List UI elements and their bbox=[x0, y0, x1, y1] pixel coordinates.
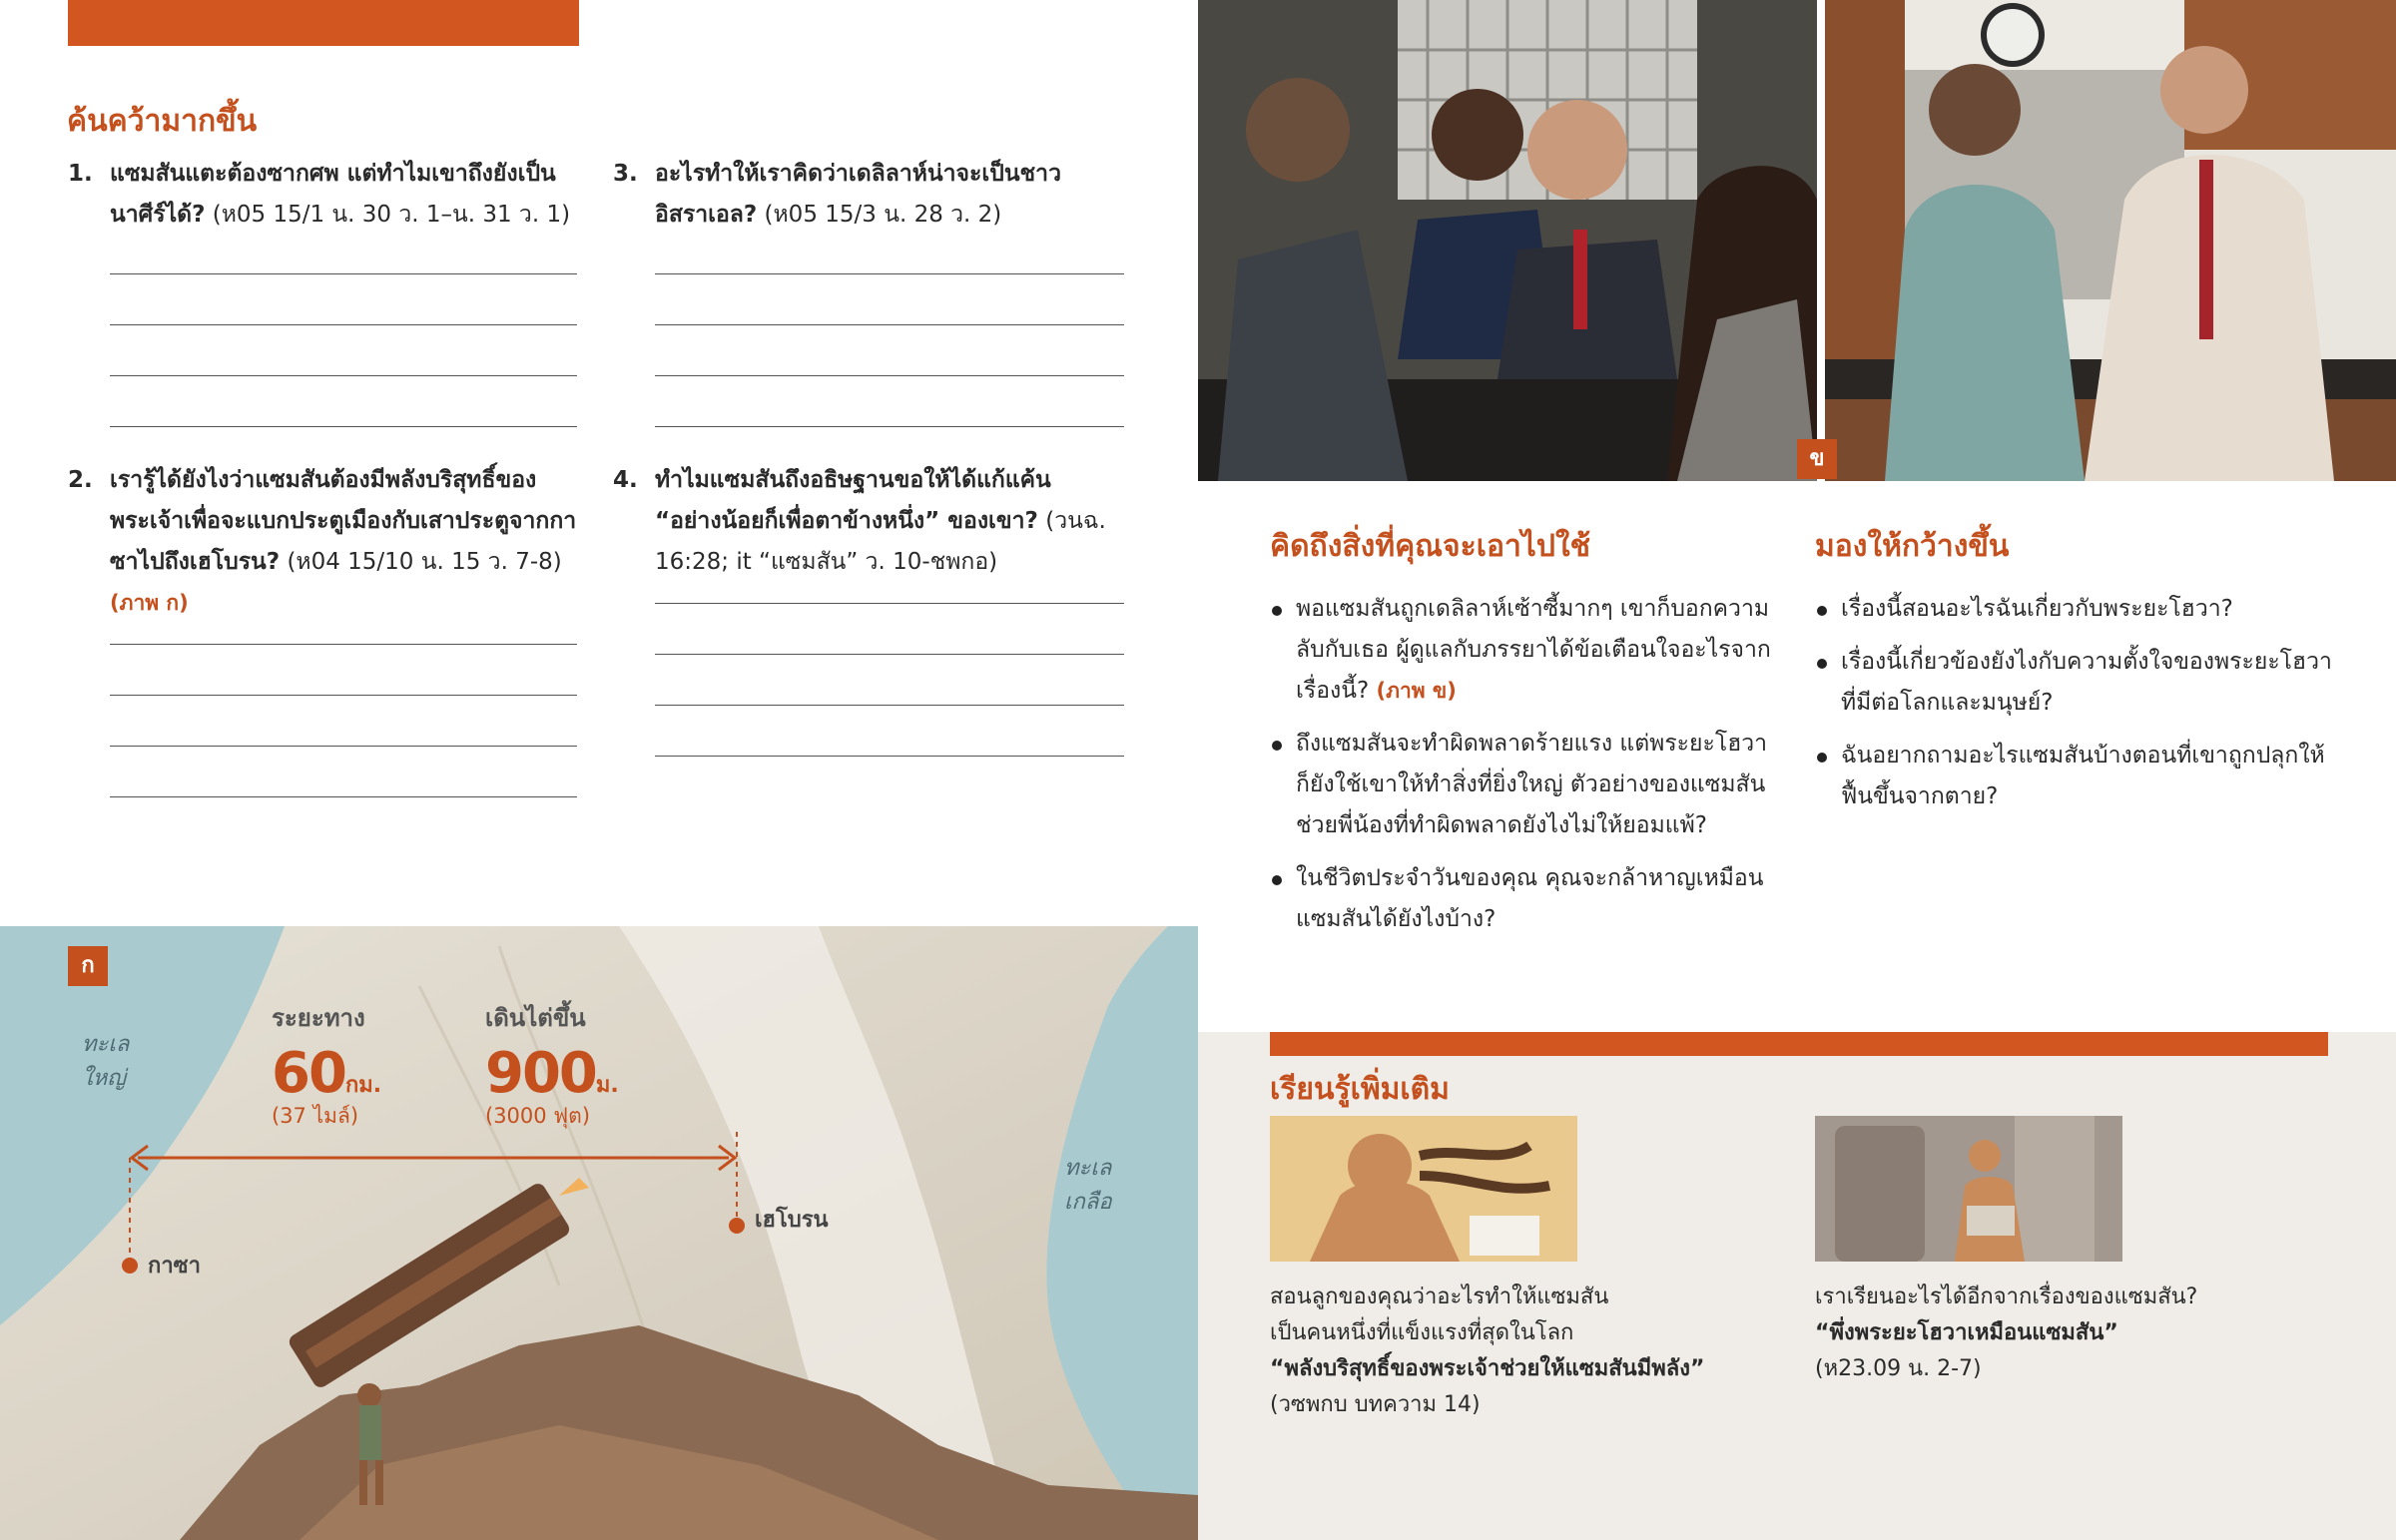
answer-line bbox=[110, 375, 577, 376]
label-salt-sea bbox=[1064, 1152, 1112, 1220]
learn-more-line: เราเรียนอะไรได้อีกจากเรื่องของแซมสัน? bbox=[1815, 1284, 2198, 1309]
photo-kitchen-couple bbox=[1825, 0, 2396, 481]
answer-line bbox=[110, 796, 577, 797]
list-item: เรื่องนี้สอนอะไรฉันเกี่ยวกับพระยะโฮวา? bbox=[1815, 589, 2334, 630]
list-item: ถึงแซมสันจะทำผิดพลาดร้ายแรง แต่พระยะโฮวาก็ยังใช้เขาให้ทำสิ่งที่ยิ่งใหญ่ ตัวอย่างของแซมสันช่วยพี่น้องที่ทำผิดพลาดยังไงไม่ให้ยอมแพ้? bbox=[1270, 724, 1779, 846]
learn-more-link-title[interactable]: “พลังบริสุทธิ์ของพระเจ้าช่วยให้แซมสันมีพลัง” bbox=[1270, 1356, 1705, 1381]
city-gaza: กาซา bbox=[148, 1254, 201, 1279]
section-title-bigger-picture: มองให้กว้างขึ้น bbox=[1815, 529, 2010, 564]
learn-more-item-left bbox=[1270, 1280, 1789, 1423]
answer-line bbox=[655, 426, 1124, 427]
question-text: อะไรทำให้เราคิดว่าเดลิลาห์น่าจะเป็นชาวอิสราเอล? bbox=[655, 161, 1061, 228]
answer-line bbox=[110, 273, 577, 274]
photo-elders-meeting bbox=[1198, 0, 1817, 481]
answer-line bbox=[655, 375, 1124, 376]
apply-item-text: พอแซมสันถูกเดลิลาห์เซ้าซี้มากๆ เขาก็บอกความลับกับเธอ ผู้ดูแลกับภรรยาได้ข้อเตือนใจอะไรจากเรื่องนี้? bbox=[1296, 596, 1771, 704]
learn-more-item-right bbox=[1815, 1280, 2334, 1387]
question-number: 1. bbox=[68, 161, 93, 187]
learn-more-link-title[interactable]: “พึ่งพระยะโฮวาเหมือนแซมสัน” bbox=[1815, 1320, 2118, 1345]
climb-value: 900 bbox=[485, 1041, 596, 1106]
question-reference: (ห04 15/10 น. 15 ว. 7-8) bbox=[287, 549, 562, 575]
question-1 bbox=[68, 154, 577, 427]
answer-line bbox=[655, 756, 1124, 757]
question-2 bbox=[68, 460, 577, 797]
distance-value: 60 bbox=[272, 1041, 345, 1106]
climb-info bbox=[485, 998, 619, 1133]
list-item: ฉันอยากถามอะไรแซมสันบ้างตอนที่เขาถูกปลุกให้ฟื้นขึ้นจากตาย? bbox=[1815, 736, 2334, 817]
section-title-apply: คิดถึงสิ่งที่คุณจะเอาไปใช้ bbox=[1270, 529, 1590, 564]
label-great-sea bbox=[82, 1028, 129, 1096]
question-text: ทำไมแซมสันถึงอธิษฐานขอให้ได้แก้แค้น “อย่างน้อยก็เพื่อตาข้างหนึ่ง” ของเขา? bbox=[655, 467, 1051, 534]
answer-line bbox=[110, 746, 577, 747]
sea-label-line: ใหญ่ bbox=[82, 1066, 126, 1091]
question-4 bbox=[613, 460, 1124, 757]
list-item: ในชีวิตประจำวันของคุณ คุณจะกล้าหาญเหมือนแซมสันได้ยังไงบ้าง? bbox=[1270, 858, 1779, 940]
answer-line bbox=[110, 426, 577, 427]
climb-alt: (3000 ฟุต) bbox=[485, 1104, 591, 1128]
climb-label: เดินไต่ขึ้น bbox=[485, 1004, 586, 1032]
sea-label-line: ทะเล bbox=[82, 1032, 130, 1057]
learn-more-line: สอนลูกของคุณว่าอะไรทำให้แซมสัน bbox=[1270, 1284, 1609, 1309]
section-title-research: ค้นคว้ามากขึ้น bbox=[67, 104, 258, 139]
answer-line bbox=[110, 695, 577, 696]
answer-line bbox=[110, 644, 577, 645]
list-item: เรื่องนี้เกี่ยวข้องยังไงกับความตั้งใจของพระยะโฮวาที่มีต่อโลกและมนุษย์? bbox=[1815, 642, 2334, 724]
answer-line bbox=[655, 603, 1124, 604]
question-number: 4. bbox=[613, 467, 638, 493]
distance-label: ระยะทาง bbox=[272, 1004, 365, 1032]
climb-unit: ม. bbox=[595, 1073, 619, 1098]
city-hebron: เฮโบรน bbox=[755, 1208, 829, 1233]
learn-more-reference: (วซพกบ บทความ 14) bbox=[1270, 1392, 1481, 1417]
learn-more-thumbnail-right[interactable] bbox=[1815, 1116, 2122, 1262]
distance-unit: กม. bbox=[344, 1073, 382, 1098]
sea-label-line: เกลือ bbox=[1064, 1190, 1112, 1215]
apply-list bbox=[1270, 589, 1779, 952]
question-3 bbox=[613, 154, 1124, 427]
question-reference: (ห05 15/1 น. 30 ว. 1–น. 31 ว. 1) bbox=[212, 202, 571, 228]
distance-alt: (37 ไมล์) bbox=[272, 1104, 359, 1128]
distance-info bbox=[272, 998, 381, 1133]
learn-more-thumbnail-left[interactable] bbox=[1270, 1116, 1577, 1262]
question-reference: (ห05 15/3 น. 28 ว. 2) bbox=[764, 202, 1002, 228]
sea-label-line: ทะเล bbox=[1064, 1156, 1112, 1181]
answer-line bbox=[110, 324, 577, 325]
section-title-learn-more: เรียนรู้เพิ่มเติม bbox=[1270, 1072, 1450, 1107]
question-number: 2. bbox=[68, 467, 93, 493]
question-text: เรารู้ได้ยังไงว่าแซมสันต้องมีพลังบริสุทธิ์ของพระเจ้าเพื่อจะแบกประตูเมืองกับเสาประตูจากกาซาไปถึงเฮโบรน? bbox=[110, 467, 577, 575]
question-number: 3. bbox=[613, 161, 638, 187]
answer-line bbox=[655, 324, 1124, 325]
photo-tag-a: ก bbox=[68, 946, 108, 986]
learn-more-bar bbox=[1270, 1032, 2328, 1056]
bigger-list bbox=[1815, 589, 2334, 829]
question-reference: (วนฉ. 16:28; it “แซมสัน” ว. 10-ชพกอ) bbox=[655, 508, 1106, 575]
photo-reference: (ภาพ ข) bbox=[1376, 679, 1457, 703]
photo-reference: (ภาพ ก) bbox=[110, 591, 189, 615]
answer-line bbox=[655, 705, 1124, 706]
decorative-banner bbox=[68, 0, 579, 46]
question-text: แซมสันแตะต้องซากศพ แต่ทำไมเขาถึงยังเป็นนาศีร์ได้? bbox=[110, 161, 556, 228]
answer-line bbox=[655, 654, 1124, 655]
list-item bbox=[1270, 589, 1779, 712]
learn-more-line: เป็นคนหนึ่งที่แข็งแรงที่สุดในโลก bbox=[1270, 1320, 1574, 1345]
learn-more-reference: (ห23.09 น. 2-7) bbox=[1815, 1356, 1982, 1381]
answer-line bbox=[655, 273, 1124, 274]
photo-tag-b: ข bbox=[1797, 439, 1837, 479]
